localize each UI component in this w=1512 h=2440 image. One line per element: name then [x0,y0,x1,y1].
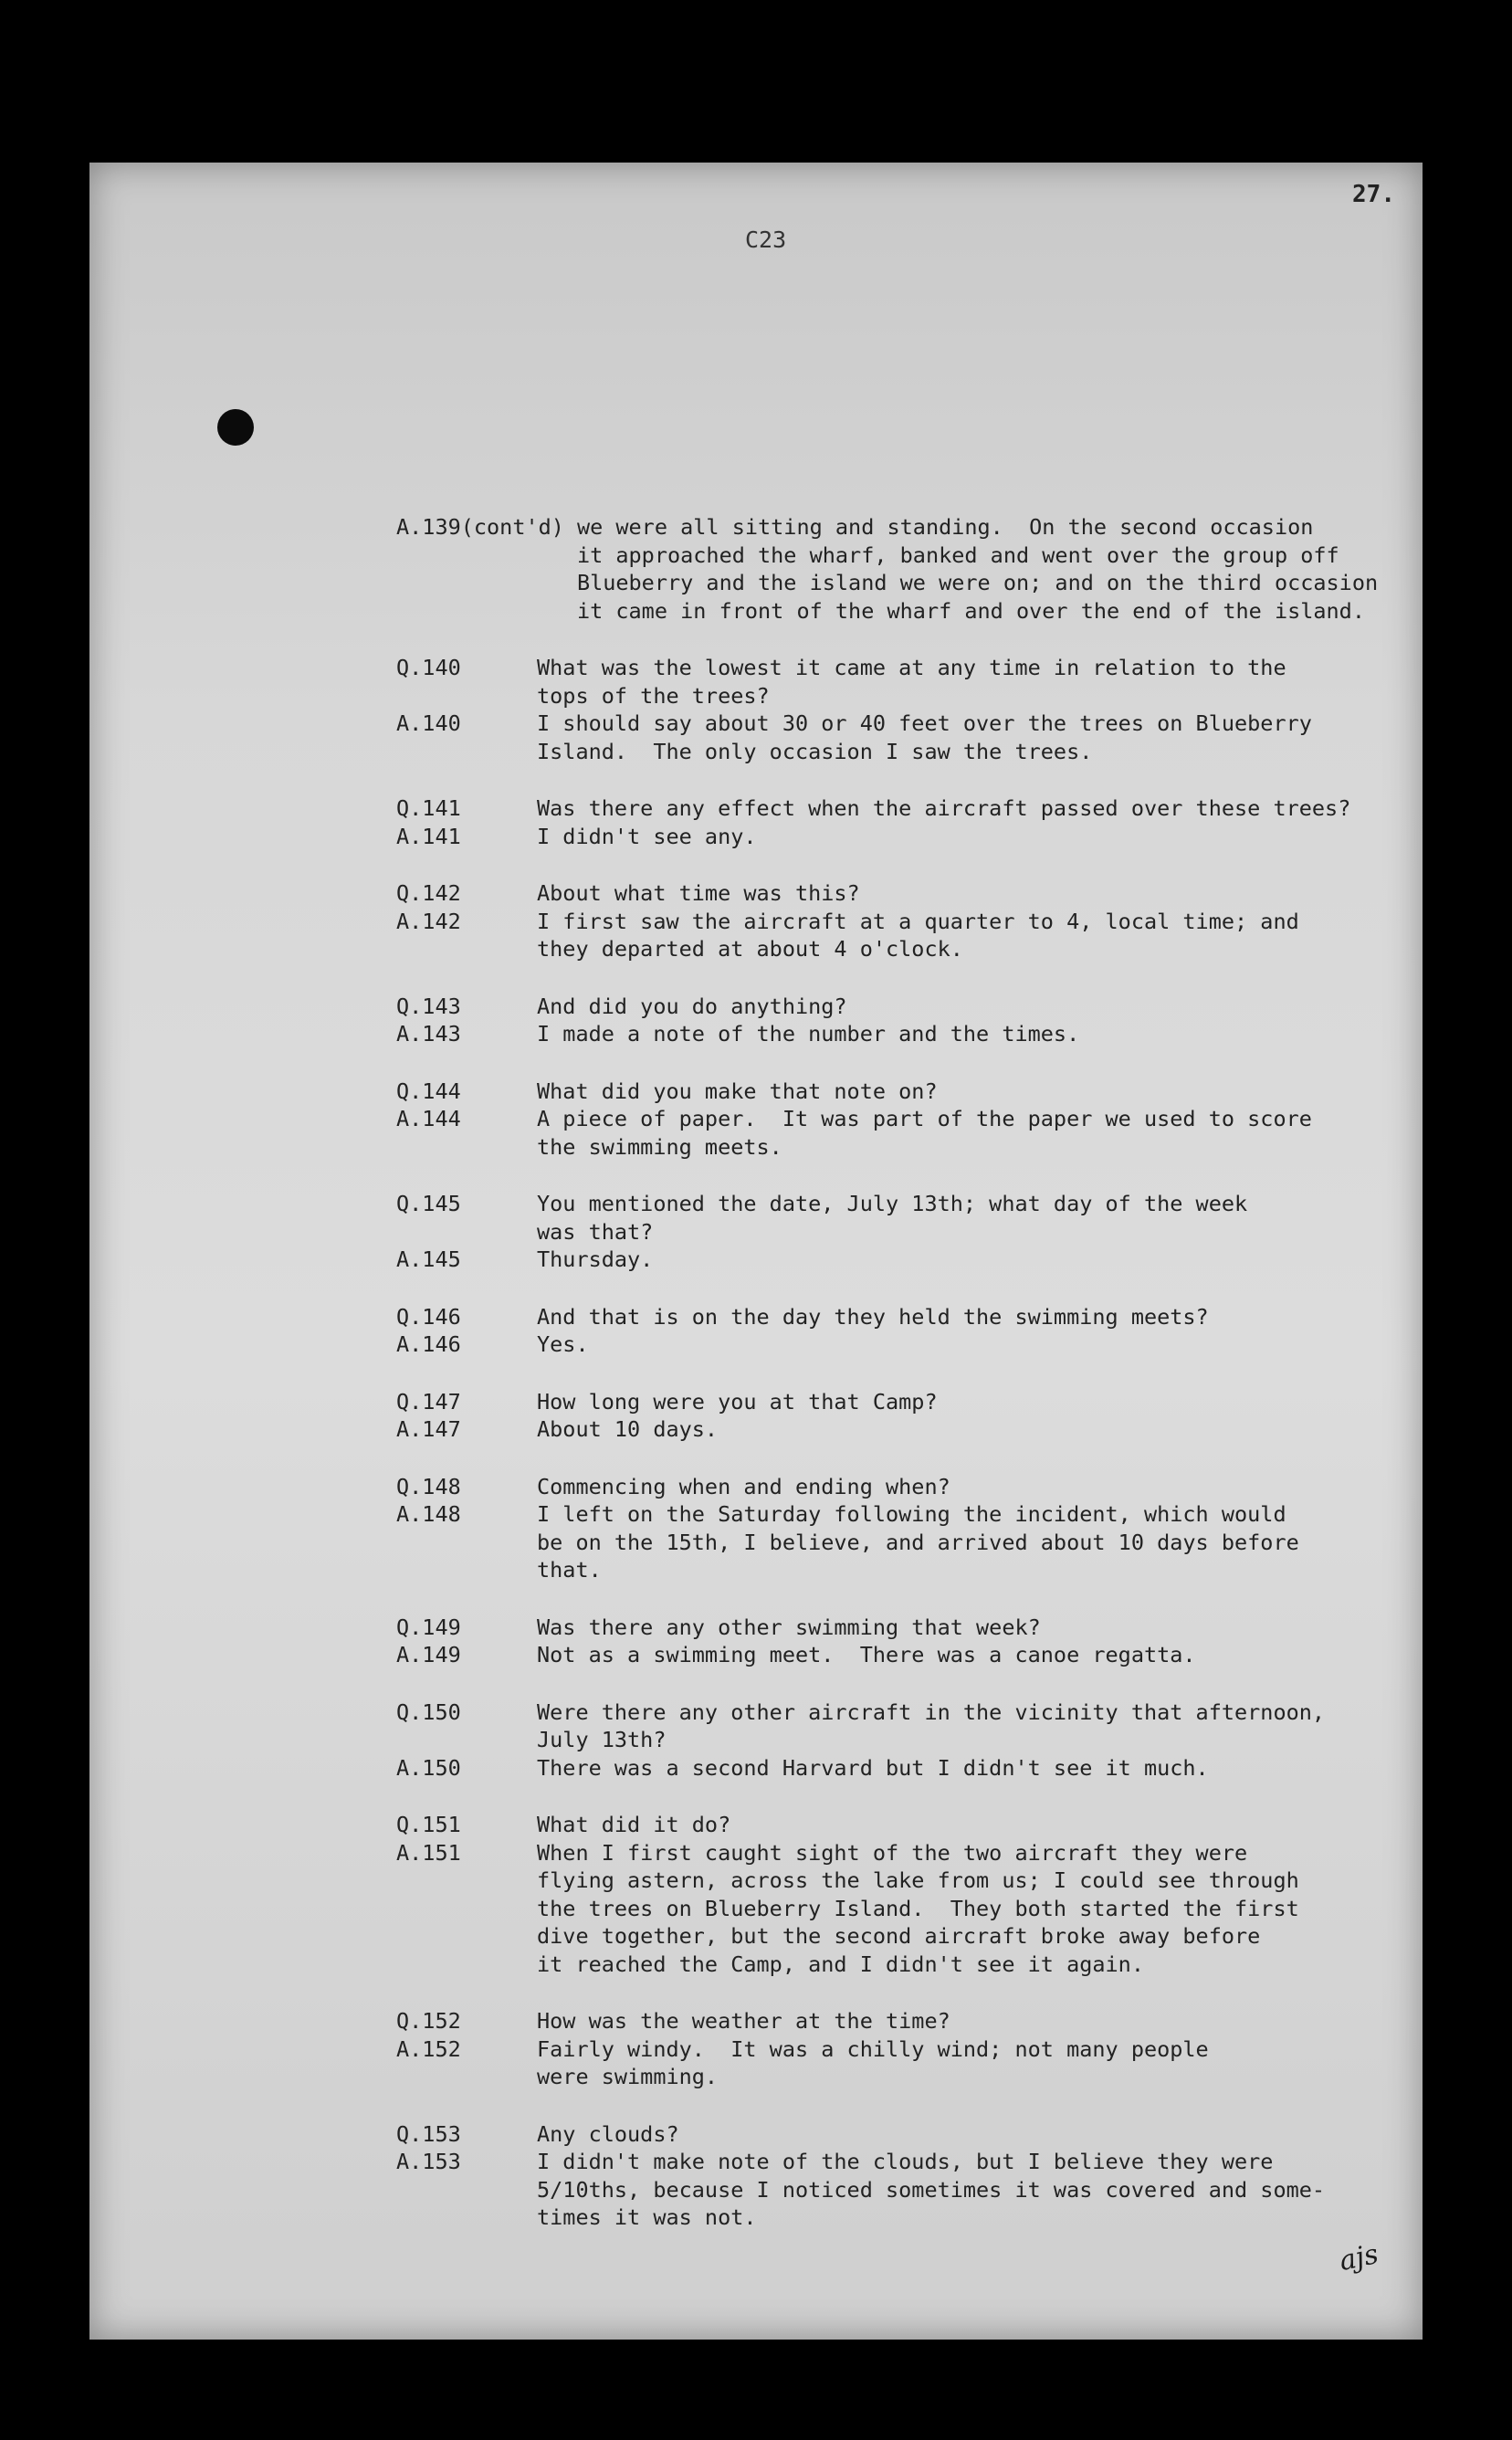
entry-label: Q.145 [396,1191,461,1216]
entry-label: Q.147 [396,1388,461,1415]
entry-label: Q.149 [396,1614,461,1640]
entry-text: we were all sitting and standing. On the second occasion it approached the wharf, banked and went over the group off Blueberry and the island we were on; and on the third occasion it came in front of the wharf and over the end of the island. [576,514,1379,624]
entry-label: A.148 [396,1501,461,1527]
entry-text: And did you do anything? [537,993,847,1019]
question-entry [396,794,1419,823]
entry-text: Not as a swimming meet. There was a canoe regatta. [537,1642,1196,1667]
entry-label: Q.141 [396,795,461,821]
question-entry [396,2120,1419,2149]
entry-label: A.145 [396,1246,461,1272]
entry-label: A.150 [396,1754,461,1781]
answer-entry [396,1415,1419,1444]
entry-label: Q.146 [396,1303,461,1330]
transcript [396,513,1419,2261]
entry-label: A.151 [396,1839,461,1866]
answer-entry [396,1500,1419,1584]
entry-label: A.152 [396,2035,461,2062]
entry-text: What did you make that note on? [537,1078,938,1104]
entry-label: Q.140 [396,655,461,680]
question-entry [396,1473,1419,1501]
entry-text: I should say about 30 or 40 feet over the trees on Blueberry Island. The only occasion I saw the trees. [537,710,1312,764]
question-entry [396,2007,1419,2035]
question-entry [396,1614,1419,1642]
handwritten-initials: ajs [1337,2237,1382,2278]
answer-entry [396,1839,1419,1979]
answer-entry [396,513,1419,625]
answer-entry [396,1330,1419,1359]
entry-text: Thursday. [537,1246,654,1272]
answer-entry [396,1105,1419,1161]
question-entry [396,1811,1419,1839]
entry-text: Were there any other aircraft in the vicinity that afternoon, July 13th? [537,1699,1326,1752]
punch-hole-icon [217,409,254,446]
entry-label: Q.153 [396,2120,461,2147]
entry-label: Q.143 [396,993,461,1019]
entry-text: I left on the Saturday following the incident, which would be on the 15th, I believe, and arrived about 10 days before that. [537,1501,1299,1583]
entry-text: I made a note of the number and the times. [537,1021,1080,1046]
entry-text: How was the weather at the time? [537,2008,950,2034]
document-page [89,163,1423,2340]
entry-text: You mentioned the date, July 13th; what day of the week was that? [537,1191,1248,1245]
entry-text: How long were you at that Camp? [537,1388,938,1415]
entry-text: I didn't make note of the clouds, but I believe they were 5/10ths, because I noticed sometimes it was covered and some- times it was not. [537,2149,1326,2230]
entry-label: Q.144 [396,1078,461,1104]
entry-text: What did it do? [537,1812,731,1837]
entry-label: A.142 [396,908,461,934]
entry-label: A.153 [396,2149,461,2174]
entry-label: A.144 [396,1106,461,1131]
question-entry [396,1388,1419,1416]
entry-text: Was there any other swimming that week? [537,1614,1041,1640]
question-entry [396,654,1419,710]
answer-entry [396,908,1419,963]
answer-entry [396,1020,1419,1048]
answer-entry [396,2148,1419,2232]
entry-text: About 10 days. [537,1416,719,1442]
entry-text: Any clouds? [537,2120,679,2147]
entry-label: A.140 [396,710,461,736]
question-entry [396,1078,1419,1106]
entry-text: There was a second Harvard but I didn't see it much. [537,1754,1209,1781]
entry-label: A.149 [396,1642,461,1667]
entry-text: About what time was this? [537,880,860,906]
entry-text: What was the lowest it came at any time in relation to the tops of the trees? [537,655,1286,709]
entry-text: Yes. [537,1331,589,1357]
entry-label: Q.151 [396,1812,461,1837]
entry-text: A piece of paper. It was part of the paper we used to score the swimming meets. [537,1106,1312,1160]
question-entry [396,879,1419,908]
entry-label: Q.142 [396,880,461,906]
entry-text: Was there any effect when the aircraft passed over these trees? [537,795,1351,821]
entry-text: And that is on the day they held the swimming meets? [537,1303,1209,1330]
entry-text: When I first caught sight of the two aircraft they were flying astern, across the lake from us; I could see through the trees on Blueberry Island. They both started the first dive together, but the second aircraft broke away before it reached the Camp, and I didn't see it again. [537,1839,1299,1977]
answer-entry [396,1641,1419,1669]
question-entry [396,993,1419,1021]
entry-label: Q.148 [396,1473,461,1499]
answer-entry [396,1246,1419,1274]
entry-label: Q.152 [396,2008,461,2034]
entry-label: A.147 [396,1416,461,1442]
page-number: 27. [1352,181,1395,208]
entry-label: A.146 [396,1331,461,1357]
entry-text: Commencing when and ending when? [537,1473,950,1499]
entry-text: I first saw the aircraft at a quarter to 4, local time; and they departed at about 4 o'clock. [537,908,1299,962]
answer-entry [396,2035,1419,2091]
entry-label: Q.150 [396,1699,461,1725]
entry-label: A.141 [396,823,461,849]
question-entry [396,1190,1419,1246]
entry-text: Fairly windy. It was a chilly wind; not many people were swimming. [537,2035,1209,2089]
question-entry [396,1699,1419,1754]
answer-entry [396,823,1419,851]
question-entry [396,1303,1419,1331]
answer-entry [396,1754,1419,1783]
entry-text: I didn't see any. [537,823,757,849]
entry-label: A.143 [396,1021,461,1046]
document-code: C23 [745,226,787,253]
answer-entry [396,710,1419,765]
entry-label: A.139(cont'd) [396,514,564,540]
